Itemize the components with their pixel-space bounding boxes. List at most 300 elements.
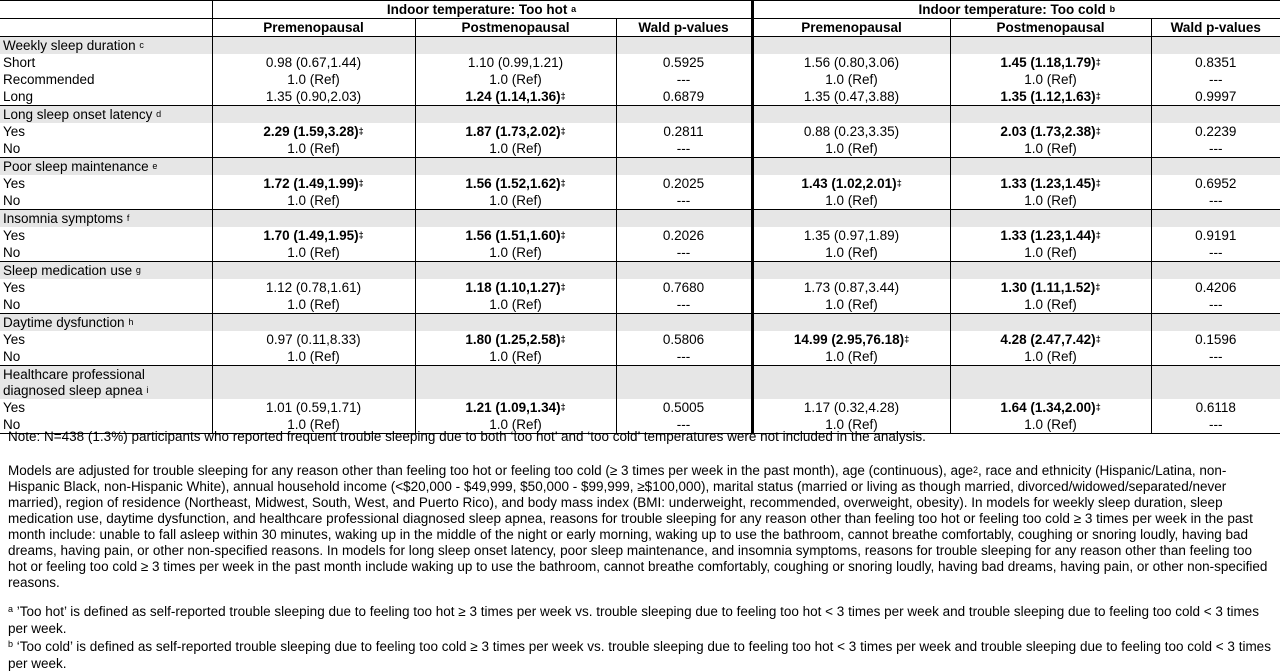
cell-hot-p (616, 227, 752, 244)
row-label: Yes (3, 332, 26, 347)
section-label-line1: Healthcare professional (3, 367, 145, 382)
cell-significance-mark: ‡ (1095, 178, 1101, 188)
cell-value: 1.0 (Ref) (489, 417, 542, 432)
footnote-a (8, 604, 1274, 637)
cell-value: 0.8351 (1195, 55, 1237, 70)
footnote-b-text: ‘Too cold’ is defined as self-reported trouble sleeping due to feeling too cold ≥ 3 times per week vs. trouble sleeping due to feeling too hot < 3 times per week and trouble sleeping due to feeling too cold < 3 times per week. (8, 639, 1271, 671)
col-header-cold-pre: Premenopausal (752, 19, 950, 37)
cell-value: 1.01 (0.59,1.71) (265, 400, 362, 415)
cell-hot-post (415, 244, 616, 262)
row-label: Yes (3, 400, 26, 415)
cell-value: 1.72 (1.49,1.99) (263, 176, 359, 191)
note-models-part2: , race and ethnicity (Hispanic/Latina, non-Hispanic Black, non-Hispanic White), annual household income (<$20,000 - $49,999, $50,000 - $99,999, ≥$100,000), marital status (married or living as though married, divorced/widowed/separated/never married), region of residence (Northeast, Midwest, South, West, and Puerto Rico), and body mass index (BMI: underweight, recommended, overweight, obesity). In models for weekly sleep duration, sleep medication use, daytime dysfunction, and healthcare professional diagnosed sleep apnea, reasons for trouble sleeping for any reason other than feeling too hot or feeling too cold ≥ 3 times per week in the past month include: unable to fall asleep within 30 minutes, waking up in the middle of the night or early morning, waking up to use the bathroom, cannot breathe comfortably, coughing or snoring loudly, having bad dreams, having pain, or other non-specified reasons. In models for long sleep onset latency, poor sleep maintenance, and insomnia symptoms, reasons for trouble sleeping for any reason other than feeling too hot or feeling too cold ≥ 3 times per week in the past month include waking up to use the bathroom, cannot breathe comfortably, coughing or snoring loudly, having bad dreams, having pain, or other non-specified reasons. (8, 463, 1268, 590)
row-label: Short (3, 55, 36, 70)
section-label (0, 210, 212, 228)
cell-hot-post (415, 279, 616, 296)
cell-value: 1.18 (1.10,1.27) (465, 280, 561, 295)
cell-value: 1.35 (0.97,1.89) (803, 228, 900, 243)
cell-significance-mark: ‡ (358, 178, 364, 188)
cell-cold-post (950, 192, 1151, 210)
cell-significance-mark: ‡ (560, 91, 566, 101)
table-row (0, 88, 1280, 106)
cell-value: 1.70 (1.49,1.95) (263, 228, 359, 243)
cell-value: 4.28 (2.47,7.42) (1000, 332, 1096, 347)
cell-value: 1.80 (1.25,2.58) (465, 332, 561, 347)
cell-value: 0.2025 (662, 176, 705, 191)
col-header-cold-post: Postmenopausal (950, 19, 1151, 37)
section-blank-cell (950, 314, 1151, 332)
cell-value: 0.2239 (1195, 124, 1237, 139)
cell-value: 1.12 (0.78,1.61) (265, 280, 362, 295)
table-row (0, 296, 1280, 314)
cell-significance-mark: ‡ (1095, 57, 1101, 67)
section-label (0, 366, 212, 400)
cell-value: 1.0 (Ref) (287, 417, 340, 432)
cell-value: 1.0 (Ref) (287, 72, 340, 87)
cell-significance-mark: ‡ (904, 334, 910, 344)
table-row (0, 123, 1280, 140)
cell-value: 1.17 (0.32,4.28) (803, 400, 900, 415)
cell-value: 1.0 (Ref) (825, 193, 878, 208)
cell-value: 0.9191 (1195, 228, 1237, 243)
cell-value: 1.0 (Ref) (489, 245, 542, 260)
table-row (0, 279, 1280, 296)
row-label: Long (3, 89, 34, 104)
cell-significance-mark: ‡ (896, 178, 902, 188)
cell-hot-p (616, 175, 752, 192)
cell-hot-post (415, 54, 616, 71)
cell-value: 1.0 (Ref) (825, 141, 878, 156)
cell-hot-post (415, 227, 616, 244)
section-label (0, 262, 212, 280)
cell-cold-p (1151, 227, 1280, 244)
cell-value: 1.0 (Ref) (287, 141, 340, 156)
section-label-sup: e (152, 161, 158, 171)
table-row (0, 54, 1280, 71)
cell-cold-post (950, 88, 1151, 106)
section-blank-cell (752, 210, 950, 228)
cell-value: 1.0 (Ref) (489, 297, 542, 312)
col-header-hot-pre: Premenopausal (212, 19, 415, 37)
section-blank-cell (950, 158, 1151, 176)
cell-cold-p (1151, 279, 1280, 296)
cell-cold-p (1151, 54, 1280, 71)
cell-cold-p (1151, 296, 1280, 314)
cell-value: 1.73 (0.87,3.44) (803, 280, 900, 295)
cell-value: 0.4206 (1195, 280, 1237, 295)
cell-value: --- (676, 245, 691, 260)
row-label: Yes (3, 228, 26, 243)
cell-value: 0.5005 (662, 400, 705, 415)
cell-cold-post (950, 71, 1151, 88)
cell-value: 1.0 (Ref) (1024, 141, 1077, 156)
header-group-too-hot (212, 1, 752, 19)
section-blank-cell (616, 262, 752, 280)
cell-value: 1.0 (Ref) (825, 349, 878, 364)
cell-value: 0.2811 (663, 124, 704, 139)
section-blank-cell (1151, 158, 1280, 176)
cell-hot-pre (212, 123, 415, 140)
cell-value: 1.0 (Ref) (825, 297, 878, 312)
section-blank-cell (950, 106, 1151, 124)
cell-hot-pre (212, 279, 415, 296)
cell-value: 1.56 (1.52,1.62) (465, 176, 561, 191)
row-label: Yes (3, 176, 26, 191)
cell-hot-post (415, 399, 616, 416)
section-blank-cell (415, 262, 616, 280)
cell-value: 0.6879 (662, 89, 705, 104)
section-blank-cell (950, 210, 1151, 228)
note-models-sup: 2 (972, 465, 978, 475)
row-label: Recommended (3, 72, 95, 87)
section-blank-cell (950, 366, 1151, 400)
cell-value: 1.35 (0.90,2.03) (265, 89, 362, 104)
cell-value: 1.0 (Ref) (489, 193, 542, 208)
cell-significance-mark: ‡ (1095, 282, 1101, 292)
section-label-sup: i (146, 385, 149, 395)
cell-value: 1.0 (Ref) (287, 245, 340, 260)
cell-hot-pre (212, 331, 415, 348)
cell-cold-pre (752, 71, 950, 88)
section-label (0, 37, 212, 55)
cell-value: 1.0 (Ref) (287, 193, 340, 208)
cell-significance-mark: ‡ (560, 402, 566, 412)
cell-value: 1.10 (0.99,1.21) (467, 55, 564, 70)
section-blank-cell (212, 366, 415, 400)
cell-value: 1.0 (Ref) (489, 141, 542, 156)
cell-value: 1.0 (Ref) (825, 72, 878, 87)
cell-value: 0.9997 (1195, 89, 1237, 104)
cell-significance-mark: ‡ (560, 178, 566, 188)
section-blank-cell (415, 37, 616, 55)
cell-significance-mark: ‡ (560, 230, 566, 240)
section-label-text: Daytime dysfunction (3, 315, 125, 330)
cell-value: 1.35 (0.47,3.88) (803, 89, 900, 104)
section-blank-cell (752, 366, 950, 400)
footnote-a-mark: a (8, 604, 14, 614)
cell-value: 1.35 (1.12,1.63) (1000, 89, 1096, 104)
table-row (0, 348, 1280, 366)
header-group-too-hot-text: Indoor temperature: Too hot (386, 2, 568, 17)
cell-value: 0.5806 (662, 332, 705, 347)
section-blank-cell (415, 106, 616, 124)
cell-cold-post (950, 348, 1151, 366)
footnote-a-text: ’Too hot’ is defined as self-reported trouble sleeping due to feeling too hot ≥ 3 times per week vs. trouble sleeping due to feeling too hot < 3 times per week and trouble sleeping due to feeling too cold < 3 times per week. (8, 604, 1259, 636)
section-blank-cell (415, 158, 616, 176)
cell-value: 0.5925 (662, 55, 705, 70)
section-blank-cell (1151, 314, 1280, 332)
section-label-line2: diagnosed sleep apnea (3, 383, 143, 398)
cell-cold-post (950, 399, 1151, 416)
cell-significance-mark: ‡ (560, 282, 566, 292)
section-row (0, 314, 1280, 332)
cell-hot-pre (212, 175, 415, 192)
table-row (0, 399, 1280, 416)
section-blank-cell (752, 37, 950, 55)
cell-significance-mark: ‡ (358, 126, 364, 136)
table-row (0, 140, 1280, 158)
section-blank-cell (950, 262, 1151, 280)
cell-hot-p (616, 399, 752, 416)
col-header-hot-wald: Wald p-values (616, 19, 752, 37)
section-row (0, 210, 1280, 228)
cell-cold-pre (752, 244, 950, 262)
section-blank-cell (415, 314, 616, 332)
section-label (0, 314, 212, 332)
section-blank-cell (752, 314, 950, 332)
cell-cold-post (950, 123, 1151, 140)
cell-cold-post (950, 54, 1151, 71)
section-blank-cell (1151, 262, 1280, 280)
section-blank-cell (212, 37, 415, 55)
section-blank-cell (616, 37, 752, 55)
cell-hot-p (616, 88, 752, 106)
cell-hot-post (415, 88, 616, 106)
cell-significance-mark: ‡ (1095, 230, 1101, 240)
row-label: No (3, 245, 21, 260)
cell-hot-pre (212, 88, 415, 106)
cell-cold-p (1151, 331, 1280, 348)
cell-value: 0.98 (0.67,1.44) (265, 55, 362, 70)
cell-value: 1.21 (1.09,1.34) (465, 400, 561, 415)
cell-cold-p (1151, 88, 1280, 106)
cell-hot-pre (212, 296, 415, 314)
row-label: Yes (3, 280, 26, 295)
cell-value: 1.0 (Ref) (825, 245, 878, 260)
header-blank (0, 19, 212, 37)
cell-value: --- (676, 72, 691, 87)
cell-cold-p (1151, 175, 1280, 192)
table-row (0, 192, 1280, 210)
section-blank-cell (212, 158, 415, 176)
note-models (8, 463, 1274, 591)
section-label-sup: f (126, 213, 130, 223)
cell-value: --- (676, 141, 691, 156)
header-group-too-hot-sup: a (571, 4, 577, 14)
cell-value: 0.7680 (662, 280, 705, 295)
cell-significance-mark: ‡ (1095, 334, 1101, 344)
cell-value: 1.0 (Ref) (1024, 245, 1077, 260)
cell-value: 1.0 (Ref) (287, 349, 340, 364)
cell-hot-post (415, 348, 616, 366)
table-row (0, 227, 1280, 244)
header-group-too-cold-sup: b (1109, 4, 1116, 14)
cell-hot-p (616, 54, 752, 71)
section-row (0, 106, 1280, 124)
section-blank-cell (616, 366, 752, 400)
section-blank-cell (752, 106, 950, 124)
cell-hot-post (415, 175, 616, 192)
cell-cold-post (950, 331, 1151, 348)
cell-significance-mark: ‡ (1095, 91, 1101, 101)
row-label: No (3, 141, 21, 156)
cell-value: --- (1209, 193, 1223, 208)
cell-hot-post (415, 331, 616, 348)
section-label-sup: g (135, 265, 141, 275)
section-blank-cell (415, 366, 616, 400)
header-group-too-cold-text: Indoor temperature: Too cold (918, 2, 1106, 17)
section-blank-cell (415, 210, 616, 228)
section-label-text: Long sleep onset latency (3, 107, 153, 122)
cell-value: 0.2026 (662, 228, 705, 243)
row-label: Yes (3, 124, 26, 139)
header-row-groups (0, 1, 1280, 19)
section-blank-cell (212, 210, 415, 228)
cell-value: 1.56 (1.51,1.60) (465, 228, 561, 243)
cell-value: 1.24 (1.14,1.36) (465, 89, 561, 104)
cell-value: --- (1209, 245, 1223, 260)
cell-cold-pre (752, 279, 950, 296)
cell-hot-pre (212, 54, 415, 71)
cell-hot-p (616, 331, 752, 348)
cell-cold-pre (752, 227, 950, 244)
table-body (0, 37, 1280, 434)
row-label: No (3, 349, 21, 364)
cell-hot-p (616, 348, 752, 366)
section-row (0, 262, 1280, 280)
cell-value: 1.33 (1.23,1.45) (1000, 176, 1096, 191)
cell-hot-pre (212, 140, 415, 158)
row-label: No (3, 193, 21, 208)
section-blank-cell (1151, 106, 1280, 124)
section-blank-cell (1151, 37, 1280, 55)
cell-cold-post (950, 296, 1151, 314)
cell-value: 0.88 (0.23,3.35) (803, 124, 900, 139)
cell-value: 1.0 (Ref) (1024, 417, 1077, 432)
section-label-sup: c (139, 40, 144, 50)
cell-value: 1.0 (Ref) (1024, 193, 1077, 208)
header-group-too-cold (752, 1, 1280, 19)
cell-cold-pre (752, 192, 950, 210)
section-label (0, 158, 212, 176)
cell-cold-pre (752, 123, 950, 140)
section-blank-cell (1151, 366, 1280, 400)
cell-value: --- (676, 297, 691, 312)
section-row (0, 366, 1280, 400)
header-blank (0, 1, 212, 19)
section-blank-cell (616, 158, 752, 176)
cell-hot-p (616, 123, 752, 140)
cell-cold-pre (752, 54, 950, 71)
cell-value: 2.29 (1.59,3.28) (263, 124, 359, 139)
cell-hot-post (415, 140, 616, 158)
cell-value: 1.0 (Ref) (1024, 297, 1077, 312)
cell-value: --- (676, 349, 691, 364)
section-blank-cell (616, 210, 752, 228)
cell-cold-p (1151, 244, 1280, 262)
cell-value: --- (676, 417, 691, 432)
cell-hot-p (616, 192, 752, 210)
cell-hot-post (415, 71, 616, 88)
table-row (0, 175, 1280, 192)
cell-hot-pre (212, 71, 415, 88)
section-label-text: Poor sleep maintenance (3, 159, 149, 174)
cell-hot-pre (212, 227, 415, 244)
cell-cold-p (1151, 71, 1280, 88)
cell-value: --- (676, 193, 691, 208)
cell-cold-post (950, 175, 1151, 192)
row-label: No (0, 416, 212, 434)
cell-value: 1.56 (0.80,3.06) (803, 55, 900, 70)
cell-significance-mark: ‡ (560, 334, 566, 344)
section-blank-cell (212, 106, 415, 124)
cell-value: 1.45 (1.18,1.79) (1000, 55, 1096, 70)
footnote-b (8, 639, 1274, 672)
cell-hot-p (616, 296, 752, 314)
table-row (0, 331, 1280, 348)
cell-value: --- (1209, 72, 1223, 87)
cell-value: 0.6952 (1195, 176, 1237, 191)
cell-value: --- (1209, 297, 1223, 312)
cell-cold-post (950, 279, 1151, 296)
cell-value: 1.0 (Ref) (1024, 72, 1077, 87)
cell-value: 0.6118 (1195, 400, 1236, 415)
cell-hot-p (616, 140, 752, 158)
section-label-text: Sleep medication use (3, 263, 133, 278)
cell-hot-p (616, 244, 752, 262)
table-row (0, 71, 1280, 88)
cell-cold-post (950, 140, 1151, 158)
cell-value: 1.0 (Ref) (287, 297, 340, 312)
section-label-sup: h (128, 317, 134, 327)
header-row-columns (0, 19, 1280, 37)
cell-hot-pre (212, 244, 415, 262)
cell-value: 1.64 (1.34,2.00) (1000, 400, 1096, 415)
section-label-text: Insomnia symptoms (3, 211, 124, 226)
cell-hot-post (415, 296, 616, 314)
section-blank-cell (752, 158, 950, 176)
cell-value: 1.30 (1.11,1.52) (1000, 280, 1096, 295)
cell-cold-pre (752, 399, 950, 416)
section-blank-cell (212, 262, 415, 280)
cell-cold-pre (752, 88, 950, 106)
col-header-cold-wald: Wald p-values (1151, 19, 1280, 37)
cell-value: 14.99 (2.95,76.18) (793, 332, 905, 347)
cell-cold-pre (752, 175, 950, 192)
cell-cold-post (950, 244, 1151, 262)
cell-cold-pre (752, 296, 950, 314)
section-blank-cell (1151, 210, 1280, 228)
cell-significance-mark: ‡ (560, 126, 566, 136)
cell-value: --- (1209, 417, 1223, 432)
cell-cold-pre (752, 331, 950, 348)
section-blank-cell (752, 262, 950, 280)
cell-value: 1.87 (1.73,2.02) (465, 124, 561, 139)
cell-cold-post (950, 227, 1151, 244)
cell-hot-p (616, 279, 752, 296)
cell-cold-p (1151, 399, 1280, 416)
section-blank-cell (616, 314, 752, 332)
cell-cold-pre (752, 348, 950, 366)
note-models-part1: Models are adjusted for trouble sleeping for any reason other than feeling too hot or feeling too cold (≥ 3 times per week in the past month), age (continuous), age (8, 463, 973, 478)
cell-significance-mark: ‡ (1095, 402, 1101, 412)
section-label-text: Weekly sleep duration (3, 38, 136, 53)
footnote-b-mark: b (8, 639, 14, 649)
note-exclusion: Note: N=438 (1.3%) participants who reported frequent trouble sleeping due to both ‘too hot’ and ‘too cold’ temperatures were not included in the analysis. (8, 429, 926, 444)
cell-hot-p (616, 71, 752, 88)
cell-hot-post (415, 192, 616, 210)
section-label (0, 106, 212, 124)
section-blank-cell (616, 106, 752, 124)
cell-hot-post (415, 123, 616, 140)
cell-value: 1.0 (Ref) (1024, 349, 1077, 364)
cell-hot-pre (212, 192, 415, 210)
cell-cold-p (1151, 348, 1280, 366)
cell-significance-mark: ‡ (358, 230, 364, 240)
section-row (0, 158, 1280, 176)
section-label-sup: d (156, 109, 162, 119)
cell-cold-pre (752, 140, 950, 158)
